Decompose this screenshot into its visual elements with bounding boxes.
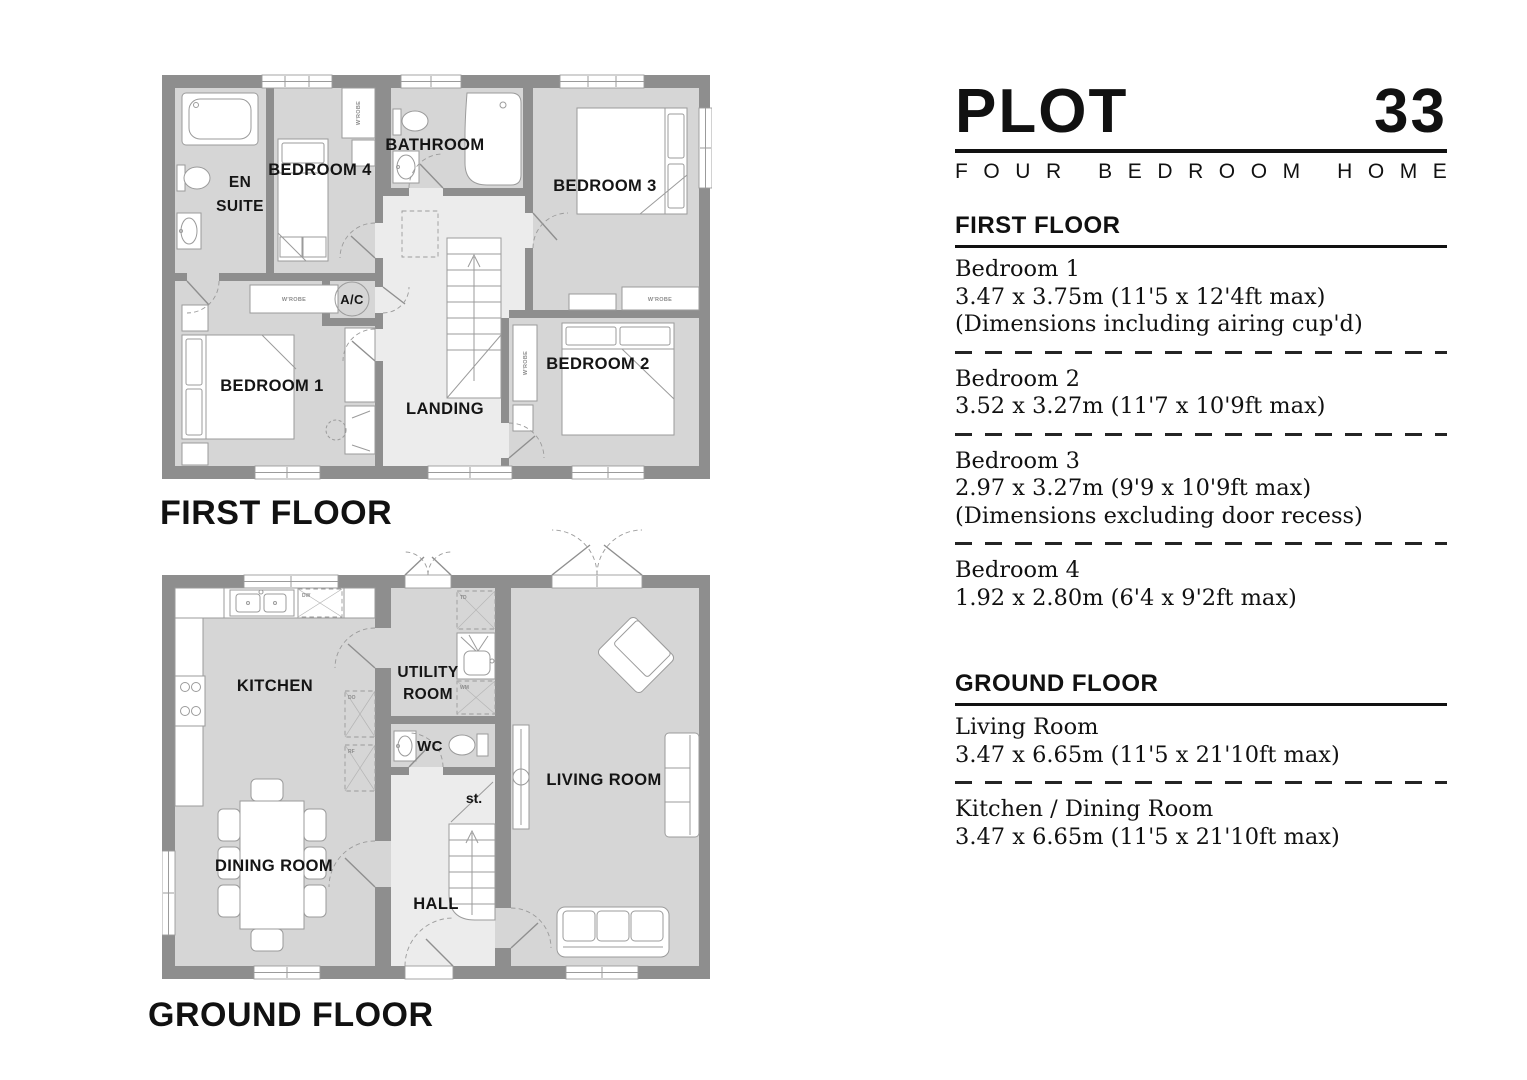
bedside-table [182, 443, 208, 465]
room-note: (Dimensions including airing cup'd) [955, 311, 1363, 337]
room-dimensions: 1.92 x 2.80m (6'4 x 9'2ft max) [955, 584, 1297, 611]
double-bed-icon [562, 323, 674, 435]
label-bedroom-3: BEDROOM 3 [553, 177, 657, 195]
dashed-divider [955, 351, 1447, 354]
room-dimensions: 3.47 x 3.75m (11'5 x 12'4ft max) [955, 283, 1326, 310]
room-spec [955, 364, 1447, 423]
plot-title: PLOT [955, 77, 1129, 146]
label-en-suite-1: EN [228, 174, 252, 191]
svg-text:TD: TD [460, 595, 467, 601]
label-bathroom: BATHROOM [385, 136, 485, 154]
bath-icon [182, 93, 258, 145]
room-spec [955, 794, 1447, 853]
window [244, 575, 338, 588]
room-spec [955, 555, 1447, 614]
svg-text:W'ROBE: W'ROBE [356, 100, 362, 126]
utility-ext-door [405, 552, 451, 575]
label-kitchen: KITCHEN [236, 677, 314, 695]
svg-text:RF: RF [348, 749, 355, 755]
label-bedroom-4: BEDROOM 4 [268, 161, 372, 179]
room-name: Bedroom 3 [955, 447, 1080, 474]
plot-title-row [955, 77, 1447, 146]
sink-icon [393, 151, 419, 183]
ground-floor-plan [162, 528, 712, 985]
bedside-table [182, 305, 208, 331]
utility-sink-icon [457, 633, 495, 679]
radiator-icon [513, 725, 529, 829]
window [699, 108, 712, 188]
svg-text:DW: DW [302, 593, 311, 599]
svg-text:W'ROBE: W'ROBE [523, 350, 529, 376]
toilet-icon [449, 734, 488, 756]
label-wc: WC [417, 738, 443, 755]
room-name: Kitchen / Dining Room [955, 796, 1214, 822]
ground-floor-caption: GROUND FLOOR [148, 996, 434, 1034]
single-bed-icon [278, 139, 328, 261]
svg-text:W'ROBE: W'ROBE [281, 297, 307, 303]
label-utility-2: ROOM [403, 686, 453, 703]
room-name: Living Room [955, 714, 1099, 740]
label-living: LIVING ROOM [546, 771, 662, 789]
sink-icon [394, 731, 416, 761]
label-utility-1: UTILITY [397, 664, 459, 681]
room-name: Bedroom 4 [955, 557, 1080, 583]
section-heading: GROUND FLOOR [955, 670, 1447, 706]
sofa-icon [665, 733, 699, 837]
label-landing: LANDING [406, 400, 484, 418]
svg-text:DO: DO [348, 695, 356, 701]
plot-subtitle: F O U R B E D R O O M H O M E [955, 160, 1447, 183]
window [428, 466, 512, 479]
french-doors [552, 575, 642, 588]
sink-icon [177, 213, 201, 249]
title-rule [955, 149, 1447, 153]
first-floor-section [955, 212, 1447, 614]
stairs-icon [447, 238, 501, 398]
double-bed-icon [577, 108, 687, 214]
room-name: Bedroom 2 [955, 365, 1080, 392]
svg-text:W'ROBE: W'ROBE [647, 297, 673, 303]
dashed-divider [955, 433, 1447, 436]
wardrobe-icon [250, 285, 338, 313]
room-dimensions: 3.47 x 6.65m (11'5 x 21'10ft max) [955, 741, 1340, 768]
french-door-swings [552, 530, 642, 575]
details-panel [955, 77, 1447, 853]
window [566, 966, 638, 979]
label-bedroom-1: BEDROOM 1 [220, 377, 324, 395]
sofa-icon [557, 907, 669, 957]
dashed-divider [955, 781, 1447, 784]
airing-cupboard [345, 328, 375, 402]
dashed-divider [955, 542, 1447, 545]
first-floor-caption: FIRST FLOOR [160, 494, 393, 532]
window [255, 466, 320, 479]
room-dimensions: 2.97 x 3.27m (9'9 x 10'9ft max) [955, 475, 1312, 501]
wardrobe-icon [513, 325, 537, 431]
first-floor-plan [162, 73, 712, 485]
window [560, 75, 644, 88]
plot-number: 33 [1374, 77, 1447, 146]
room-spec-list [955, 254, 1447, 614]
label-ac: A/C [340, 292, 364, 307]
label-en-suite-2: SUITE [216, 198, 264, 215]
label-hall: HALL [413, 895, 459, 913]
hob-icon [175, 676, 205, 726]
window [254, 966, 320, 979]
label-bedroom-2: BEDROOM 2 [546, 355, 650, 373]
room-spec-list [955, 712, 1447, 853]
kitchen-sink-icon [230, 590, 294, 616]
window [162, 851, 175, 935]
ground-floor-section [955, 670, 1447, 853]
label-dining: DINING ROOM [214, 857, 334, 875]
window [401, 75, 461, 88]
room-dimensions: 3.52 x 3.27m (11'7 x 10'9ft max) [955, 393, 1326, 419]
room-dimensions: 3.47 x 6.65m (11'5 x 21'10ft max) [955, 823, 1340, 850]
room-name: Bedroom 1 [955, 256, 1080, 282]
window [572, 466, 644, 479]
label-storage: st. [465, 790, 483, 806]
room-spec [955, 446, 1447, 533]
window [262, 75, 332, 88]
room-spec [955, 254, 1447, 341]
section-heading: FIRST FLOOR [955, 212, 1447, 248]
room-spec [955, 712, 1447, 771]
toilet-icon [177, 165, 210, 191]
room-note: (Dimensions excluding door recess) [955, 502, 1363, 529]
svg-text:WM: WM [460, 685, 469, 691]
